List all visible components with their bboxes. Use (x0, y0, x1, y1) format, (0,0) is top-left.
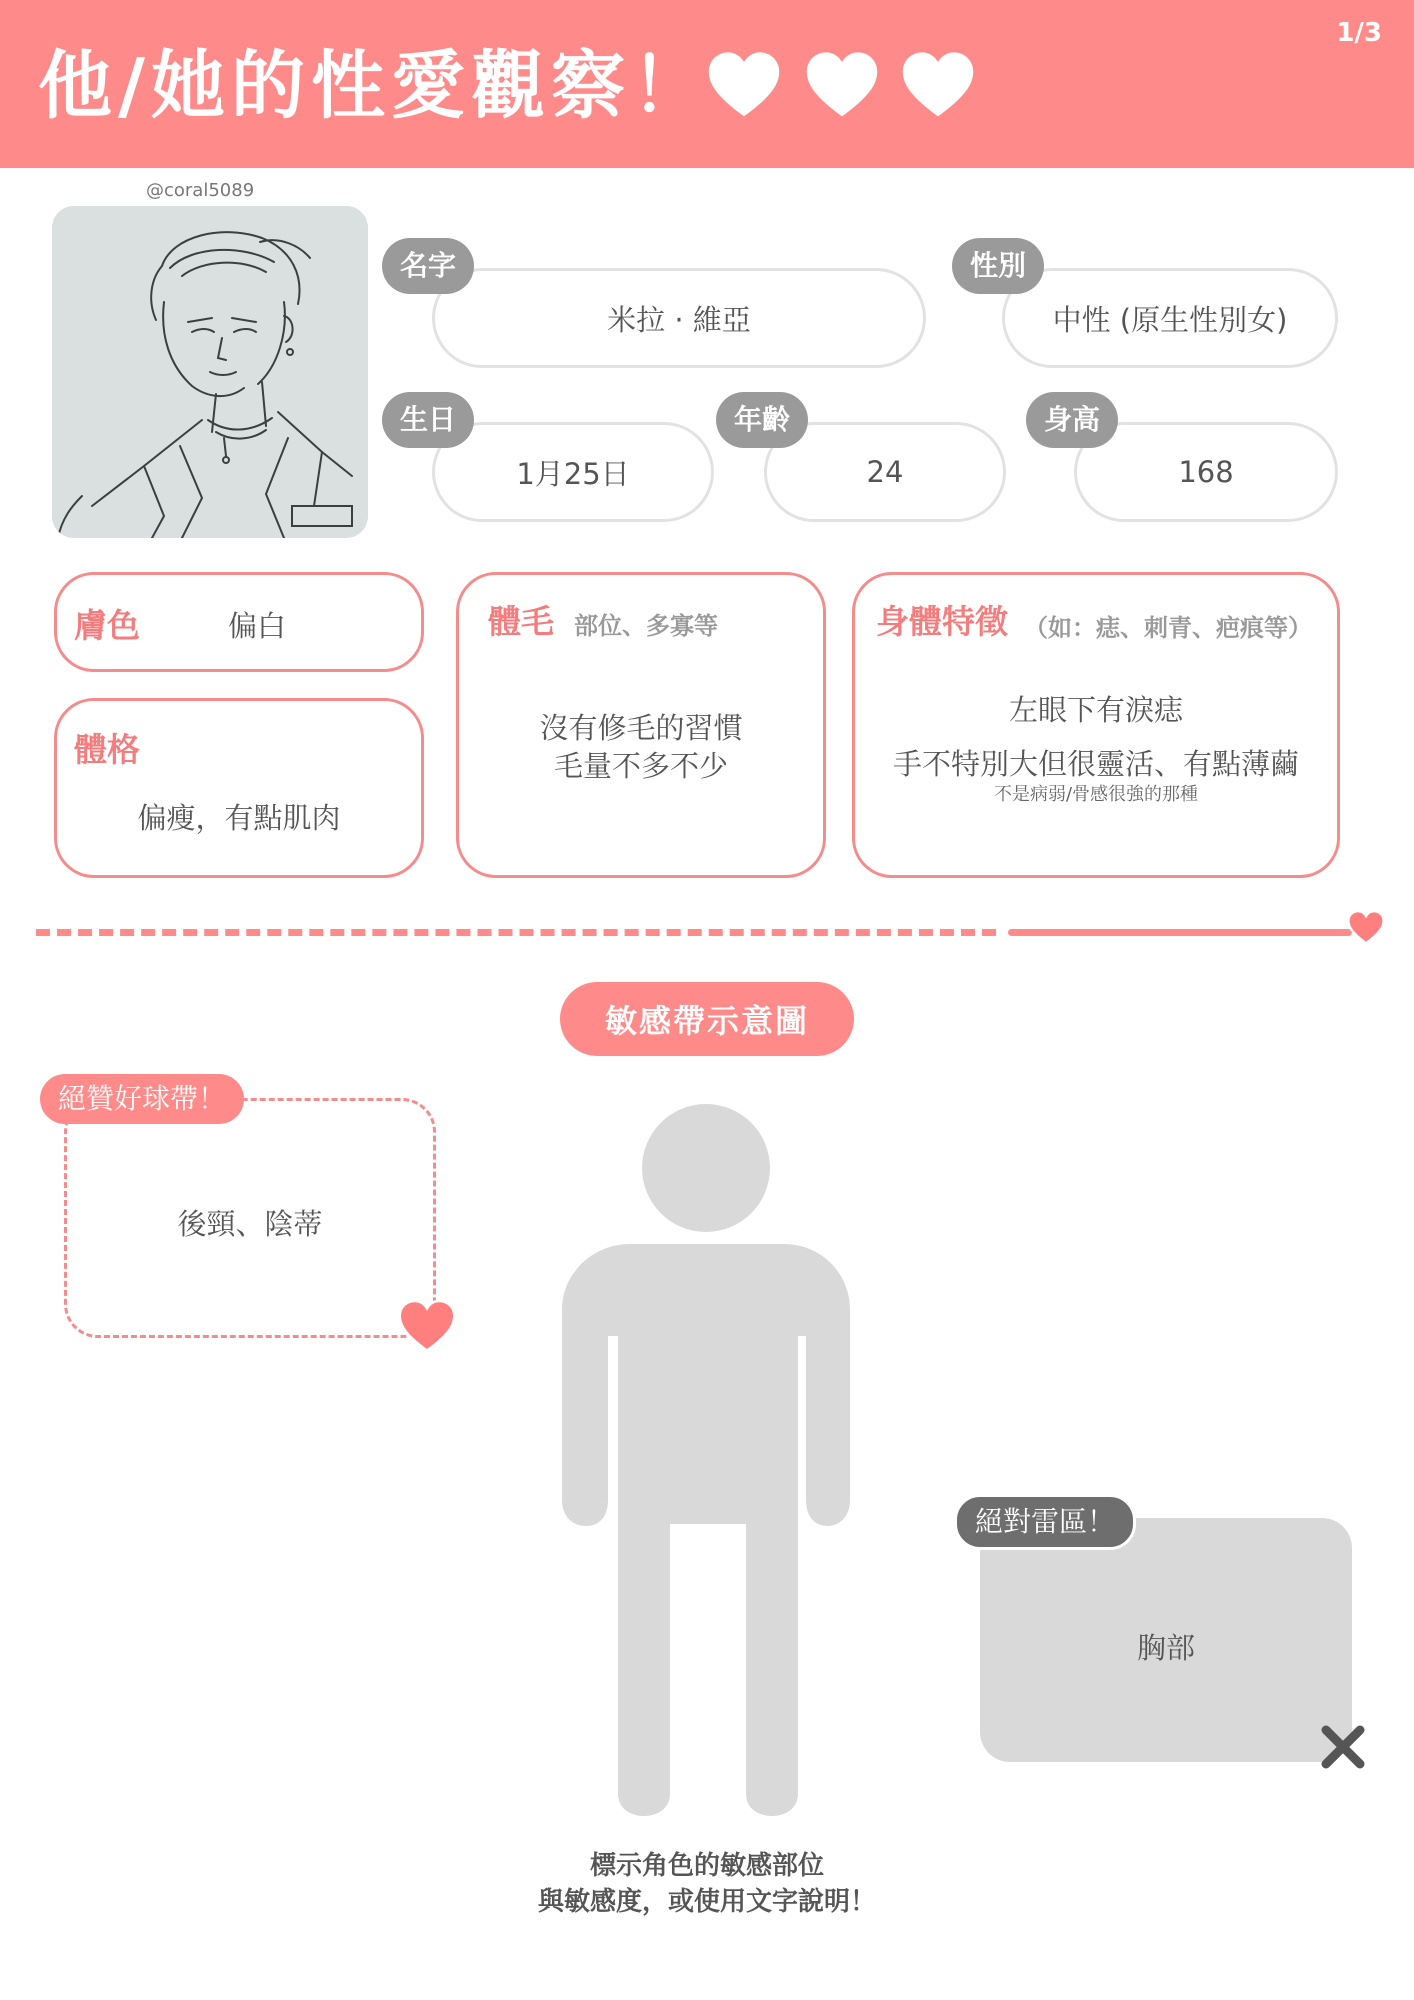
footer-line-1: 標示角色的敏感部位 (589, 1851, 824, 1881)
body-hair-hint: 部位、多寡等 (574, 612, 718, 640)
build-value: 偏瘦，有點肌肉 (137, 801, 341, 835)
age-label: 年齡 (716, 392, 808, 448)
birthday-label: 生日 (382, 392, 474, 448)
age-field: 24 (764, 422, 1006, 522)
artist-handle: @coral5089 (146, 180, 255, 201)
skin-color-label: 膚色 (74, 606, 140, 645)
gender-field: 中性 (原生性別女) (1002, 268, 1338, 368)
character-sketch-portrait-icon (52, 206, 368, 538)
body-features-hint: （如：痣、刺青、疤痕等） (1024, 614, 1312, 642)
body-features-line2: 手不特別大但很靈活、有點薄繭 (892, 747, 1299, 781)
heart-icon (898, 46, 978, 126)
favorite-zone-value: 後頸、陰蒂 (177, 1207, 323, 1241)
birthday-field: 1月25日 (432, 422, 714, 522)
page-number: 1/3 (1336, 18, 1382, 48)
section-title: 敏感帶示意圖 (560, 982, 854, 1056)
body-features-label: 身體特徵 (876, 602, 1008, 641)
no-go-zone-value: 胸部 (1136, 1631, 1195, 1665)
heart-icon (802, 46, 882, 126)
body-hair-label: 體毛 (488, 602, 554, 641)
name-field: 米拉 · 維亞 (432, 268, 926, 368)
character-portrait (52, 206, 368, 538)
section-divider-dashed (36, 929, 996, 936)
height-label: 身高 (1026, 392, 1118, 448)
x-mark-icon (1318, 1722, 1368, 1772)
body-features-line1: 左眼下有淚痣 (1008, 693, 1183, 727)
gender-label: 性別 (952, 238, 1044, 294)
body-hair-line2: 毛量不多不少 (553, 749, 728, 783)
heart-icon (1346, 908, 1386, 948)
skin-color-value: 偏白 (228, 609, 287, 643)
section-divider-solid (1008, 929, 1352, 936)
footer-instructions (457, 1848, 957, 1920)
human-silhouette-icon (558, 1104, 856, 1816)
name-label: 名字 (382, 238, 474, 294)
no-go-zone-tag: 絕對雷區！ (954, 1494, 1136, 1550)
body-hair-line1: 沒有修毛的習慣 (539, 711, 743, 745)
footer-line-2: 與敏感度，或使用文字說明！ (537, 1887, 876, 1917)
page-title: 他/她的性愛觀察！ (38, 43, 712, 129)
height-field: 168 (1074, 422, 1338, 522)
build-label: 體格 (74, 730, 140, 769)
heart-icon (704, 46, 784, 126)
body-features-note: 不是病弱/骨感很強的那種 (993, 784, 1199, 805)
favorite-zone-tag: 絕贊好球帶！ (40, 1074, 244, 1124)
heart-icon (396, 1296, 458, 1358)
